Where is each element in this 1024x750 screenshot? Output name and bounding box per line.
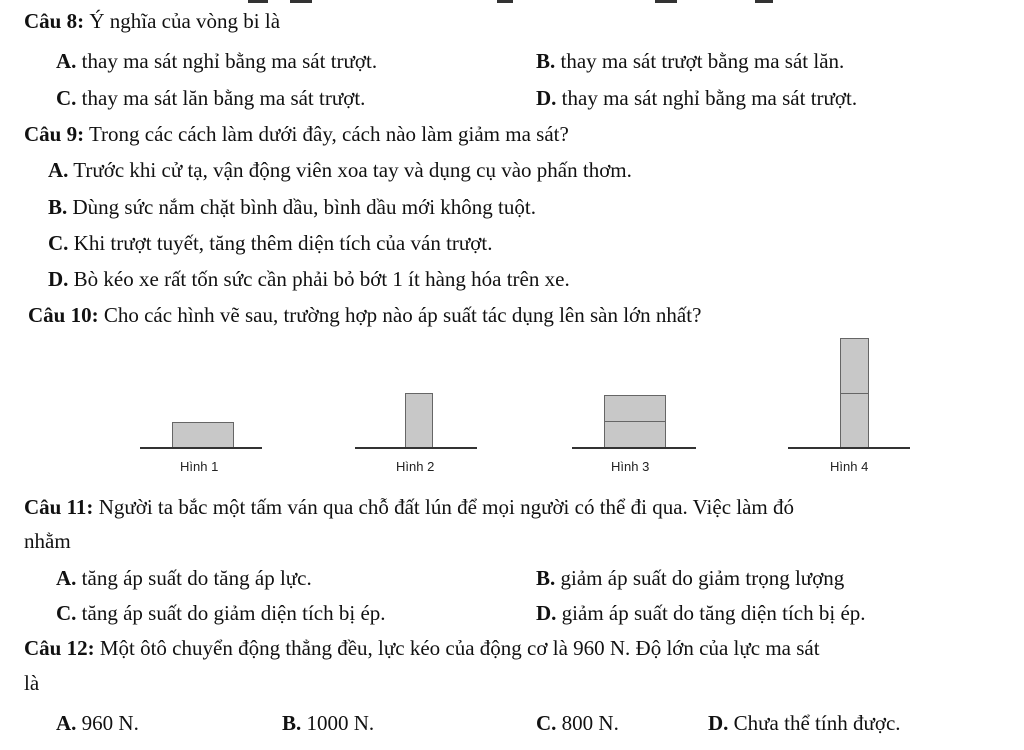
q12-option-c[interactable] — [536, 710, 619, 736]
option-letter: B. — [48, 195, 68, 219]
q12-option-a[interactable] — [56, 710, 139, 736]
figure-3-caption: Hình 3 — [611, 459, 650, 474]
q8-option-c[interactable] — [56, 85, 365, 111]
option-text: Trước khi cử tạ, vận động viên xoa tay và dụng cụ vào phấn thơm. — [73, 158, 632, 182]
figure-1-ground — [140, 447, 262, 449]
q12-option-b[interactable] — [282, 710, 374, 736]
option-text: tăng áp suất do giảm diện tích bị ép. — [81, 601, 386, 625]
figure-2-caption: Hình 2 — [396, 459, 435, 474]
q10-label: Câu 10: — [28, 303, 99, 327]
q9-stem — [24, 121, 569, 147]
option-text: 1000 N. — [306, 711, 375, 735]
option-letter: A. — [48, 158, 69, 182]
q9-text: Trong các cách làm dưới đây, cách nào làm giảm ma sát? — [88, 122, 569, 146]
q9-option-b[interactable] — [48, 194, 536, 220]
figure-2-ground — [355, 447, 477, 449]
q12-stem-line2: là — [24, 671, 40, 695]
option-letter: A. — [56, 49, 77, 73]
q12-label: Câu 12: — [24, 636, 95, 660]
option-text: thay ma sát nghỉ bằng ma sát trượt. — [81, 49, 378, 73]
q8-option-d[interactable] — [536, 85, 857, 111]
option-letter: D. — [708, 711, 729, 735]
q11-label: Câu 11: — [24, 495, 94, 519]
option-text: Chưa thể tính được. — [733, 711, 901, 735]
option-text: 800 N. — [561, 711, 619, 735]
option-letter: C. — [56, 86, 77, 110]
option-letter: B. — [536, 49, 556, 73]
q9-option-c[interactable] — [48, 230, 492, 256]
q10-stem — [28, 302, 701, 328]
option-text: thay ma sát trượt bằng ma sát lăn. — [560, 49, 845, 73]
option-letter: A. — [56, 566, 77, 590]
option-letter: A. — [56, 711, 77, 735]
option-letter: C. — [536, 711, 557, 735]
option-letter: C. — [56, 601, 77, 625]
option-letter: B. — [536, 566, 556, 590]
q11-option-c[interactable] — [56, 600, 386, 626]
option-text: thay ma sát lăn bằng ma sát trượt. — [81, 86, 366, 110]
option-letter: D. — [536, 86, 557, 110]
q9-option-d[interactable] — [48, 266, 570, 292]
figure-4-block-top — [840, 338, 869, 394]
option-letter: B. — [282, 711, 302, 735]
q11-option-b[interactable] — [536, 565, 844, 591]
figure-4-caption: Hình 4 — [830, 459, 869, 474]
option-text: Khi trượt tuyết, tăng thêm diện tích của ván trượt. — [73, 231, 493, 255]
q11-stem-line1 — [24, 494, 794, 520]
top-edge-dashes — [0, 0, 1024, 6]
option-letter: C. — [48, 231, 69, 255]
option-text: giảm áp suất do tăng diện tích bị ép. — [561, 601, 866, 625]
q8-text: Ý nghĩa của vòng bi là — [89, 9, 281, 33]
figure-1-block — [172, 422, 234, 448]
figure-3-block-bottom — [604, 421, 666, 448]
option-text: Dùng sức nắm chặt bình dầu, bình dầu mới không tuột. — [72, 195, 536, 219]
option-text: thay ma sát nghỉ bằng ma sát trượt. — [561, 86, 858, 110]
q11-stem-line2: nhằm — [24, 529, 71, 553]
figure-3-block-top — [604, 395, 666, 422]
q10-text: Cho các hình vẽ sau, trường hợp nào áp suất tác dụng lên sàn lớn nhất? — [103, 303, 702, 327]
figure-4-block-bottom — [840, 393, 869, 448]
q9-option-a[interactable] — [48, 157, 632, 183]
q11-text: Người ta bắc một tấm ván qua chỗ đất lún để mọi người có thể đi qua. Việc làm đó — [98, 495, 795, 519]
figure-2-block — [405, 393, 433, 448]
option-text: tăng áp suất do tăng áp lực. — [81, 566, 312, 590]
option-text: Bò kéo xe rất tốn sức cần phải bỏ bớt 1 ít hàng hóa trên xe. — [73, 267, 570, 291]
q8-option-b[interactable] — [536, 48, 844, 74]
q11-option-d[interactable] — [536, 600, 866, 626]
option-letter: D. — [536, 601, 557, 625]
q12-stem-line1 — [24, 635, 820, 661]
q8-label: Câu 8: — [24, 9, 85, 33]
option-text: giảm áp suất do giảm trọng lượng — [560, 566, 845, 590]
option-text: 960 N. — [81, 711, 139, 735]
q9-label: Câu 9: — [24, 122, 85, 146]
q8-option-a[interactable] — [56, 48, 377, 74]
q12-option-d[interactable] — [708, 710, 901, 736]
q8-stem — [24, 8, 280, 34]
option-letter: D. — [48, 267, 69, 291]
q11-option-a[interactable] — [56, 565, 312, 591]
figure-3-ground — [572, 447, 696, 449]
q12-text: Một ôtô chuyển động thẳng đều, lực kéo của động cơ là 960 N. Độ lớn của lực ma sát — [99, 636, 820, 660]
figure-4-ground — [788, 447, 910, 449]
figure-1-caption: Hình 1 — [180, 459, 219, 474]
